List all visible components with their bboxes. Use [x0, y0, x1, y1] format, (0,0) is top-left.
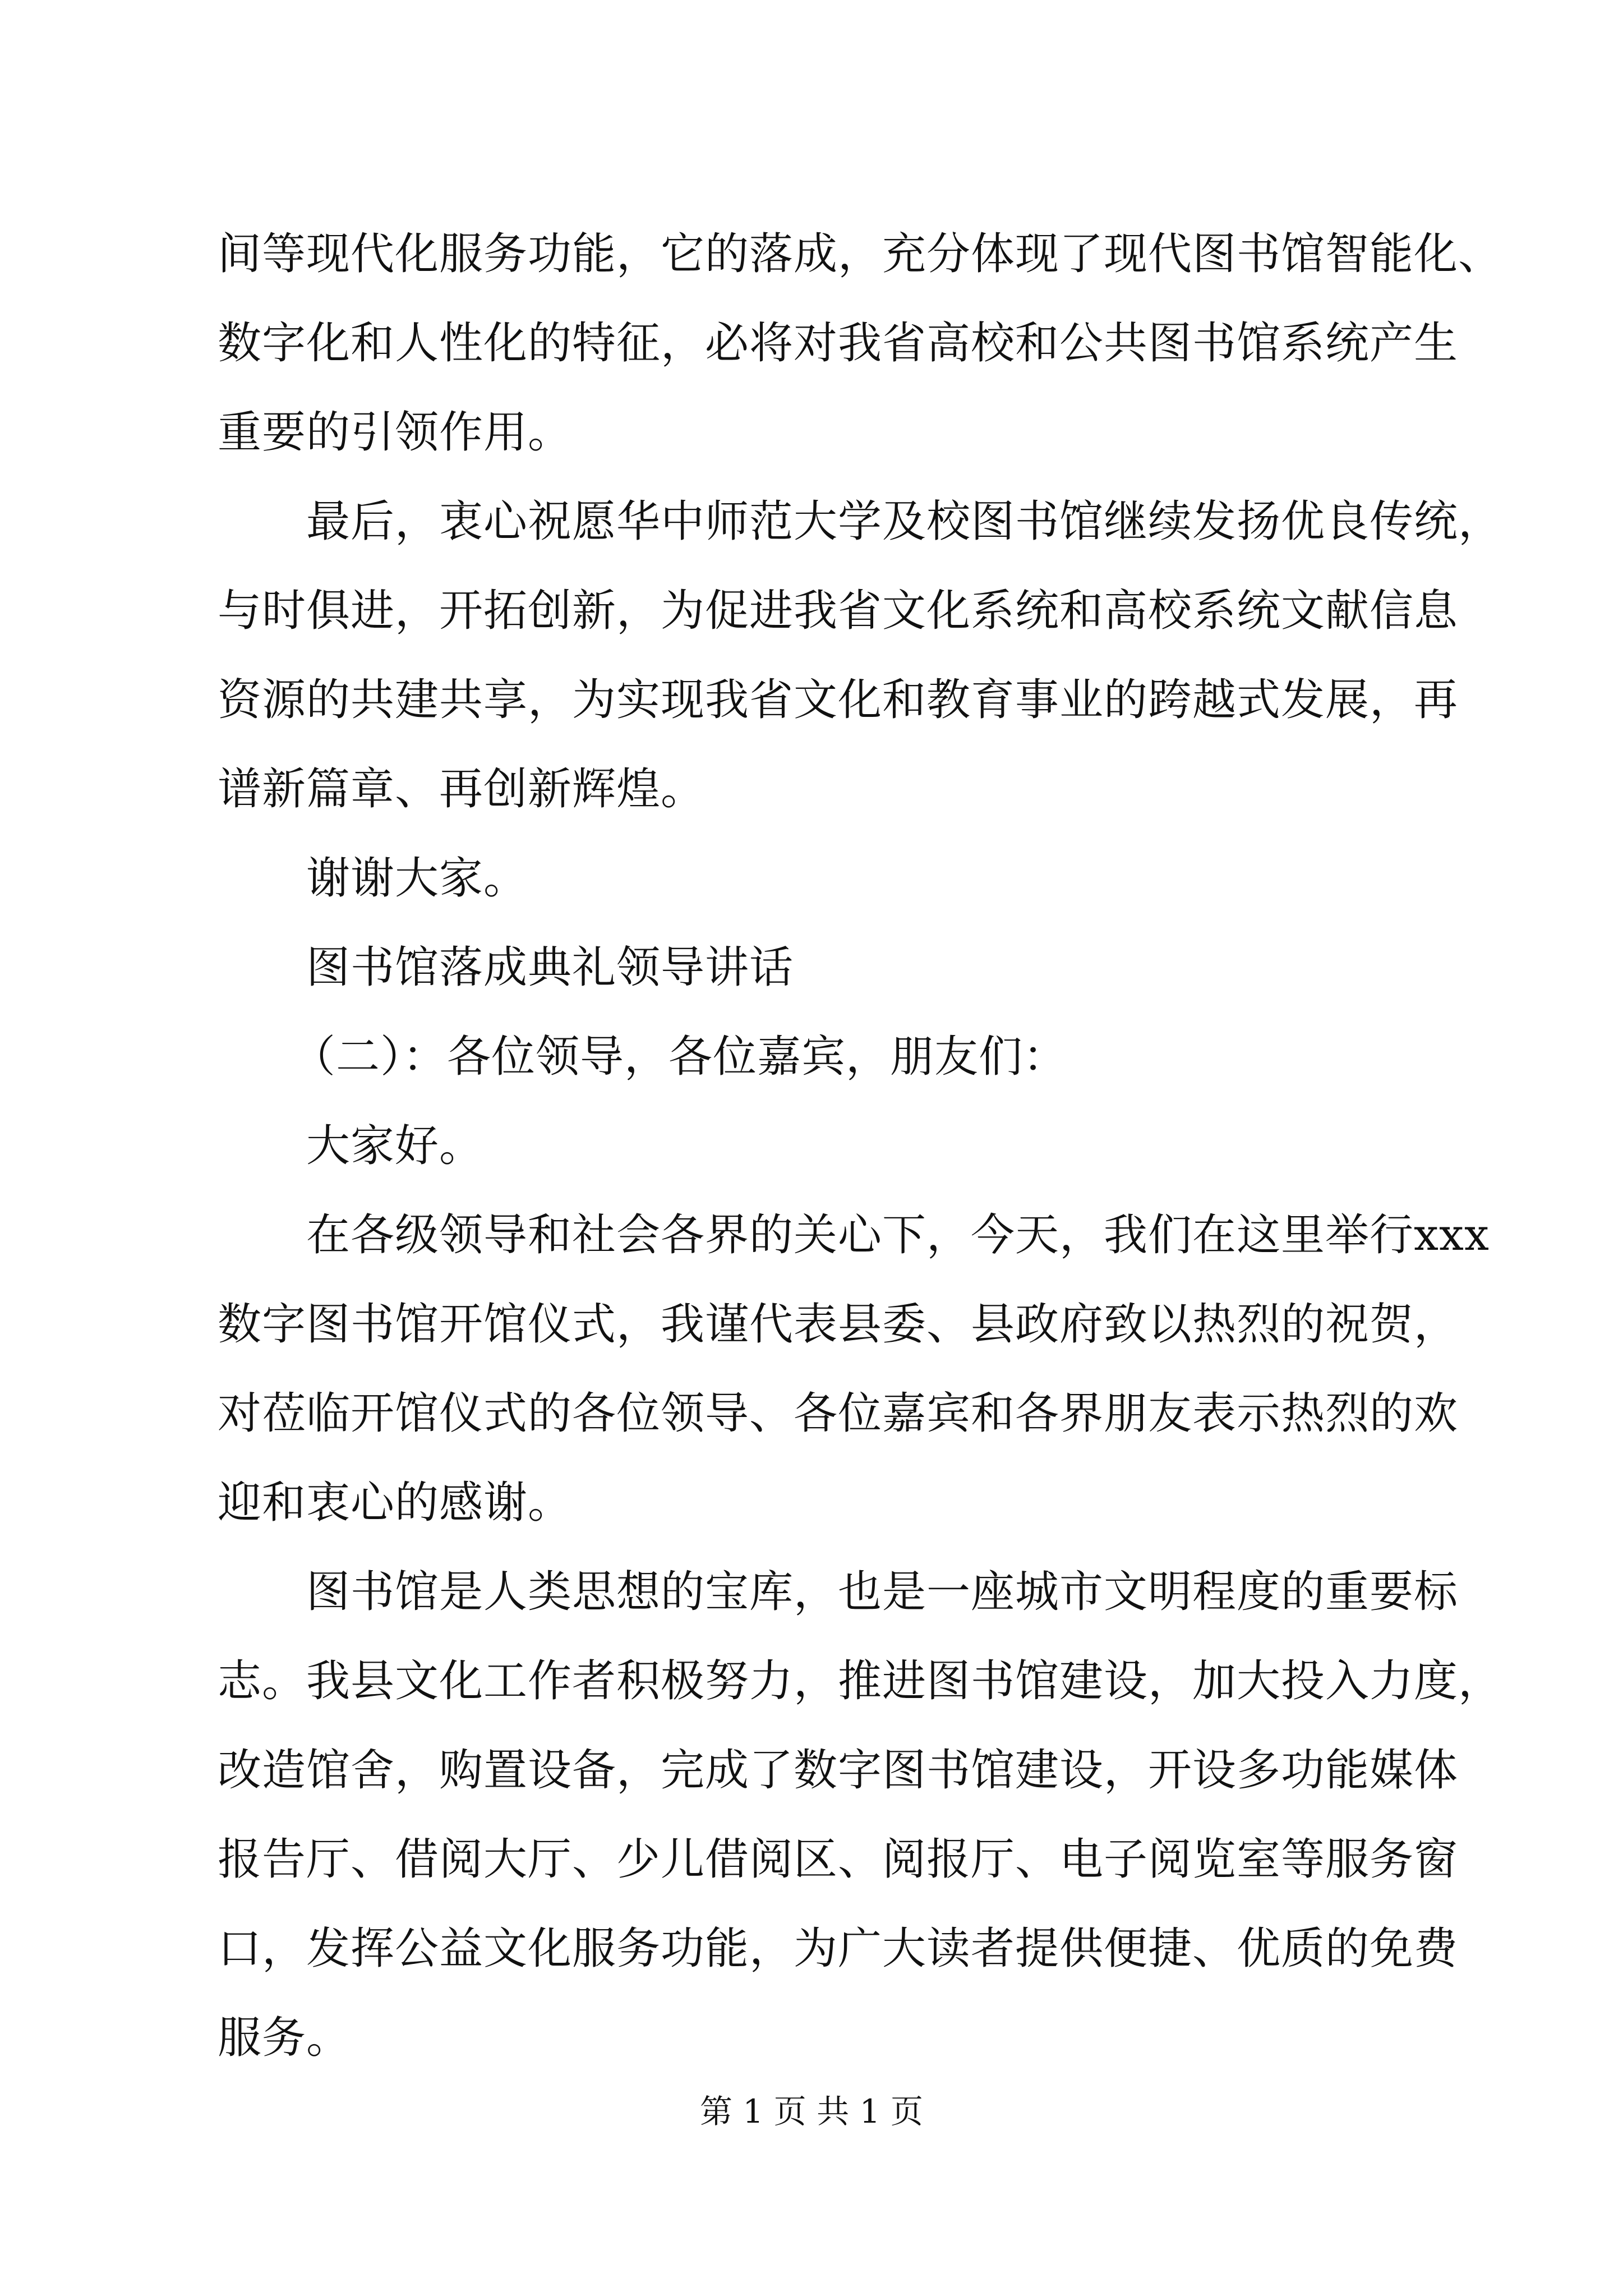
page-number: 第 1 页 共 1 页	[700, 2092, 923, 2131]
text-line: 与时俱进，开拓创新，为促进我省文化系统和高校系统文献信息	[218, 586, 1459, 636]
text-line: 迎和衷心的感谢。	[218, 1478, 573, 1528]
text-line: 谢谢大家。	[306, 853, 528, 904]
text-line: 口，发挥公益文化服务功能，为广大读者提供便捷、优质的免费	[218, 1924, 1459, 1974]
text-line: 谱新篇章、再创新辉煌。	[218, 764, 706, 815]
section-title: 图书馆落成典礼领导讲话	[306, 942, 794, 993]
text-line: 间等现代化服务功能，它的落成，充分体现了现代图书馆智能化、	[218, 229, 1503, 279]
text-line: 资源的共建共享，为实现我省文化和教育事业的跨越式发展，再	[218, 675, 1459, 725]
text-line: 图书馆是人类思想的宝库，也是一座城市文明程度的重要标	[306, 1567, 1459, 1617]
text-line: 服务。	[218, 2013, 351, 2063]
text-line: （二）：各位领导，各位嘉宾，朋友们：	[292, 1032, 1068, 1082]
text-line: 数字化和人性化的特征，必将对我省高校和公共图书馆系统产生	[218, 318, 1459, 369]
text-line: 报告厅、借阅大厅、少儿借阅区、阅报厅、电子阅览室等服务窗	[218, 1834, 1459, 1885]
text-line: 在各级领导和社会各界的关心下，今天，我们在这里举行xxx	[306, 1210, 1490, 1260]
text-line: 数字图书馆开馆仪式，我谨代表县委、县政府致以热烈的祝贺，	[218, 1299, 1459, 1350]
text-line: 对莅临开馆仪式的各位领导、各位嘉宾和各界朋友表示热烈的欢	[218, 1388, 1459, 1439]
text-line: 改造馆舍，购置设备，完成了数字图书馆建设，开设多功能媒体	[218, 1745, 1459, 1796]
text-line: 最后，衷心祝愿华中师范大学及校图书馆继续发扬优良传统，	[306, 496, 1503, 547]
text-line: 大家好。	[306, 1121, 484, 1171]
text-line: 重要的引领作用。	[218, 407, 573, 458]
text-line: 志。我县文化工作者积极努力，推进图书馆建设，加大投入力度，	[218, 1656, 1503, 1706]
